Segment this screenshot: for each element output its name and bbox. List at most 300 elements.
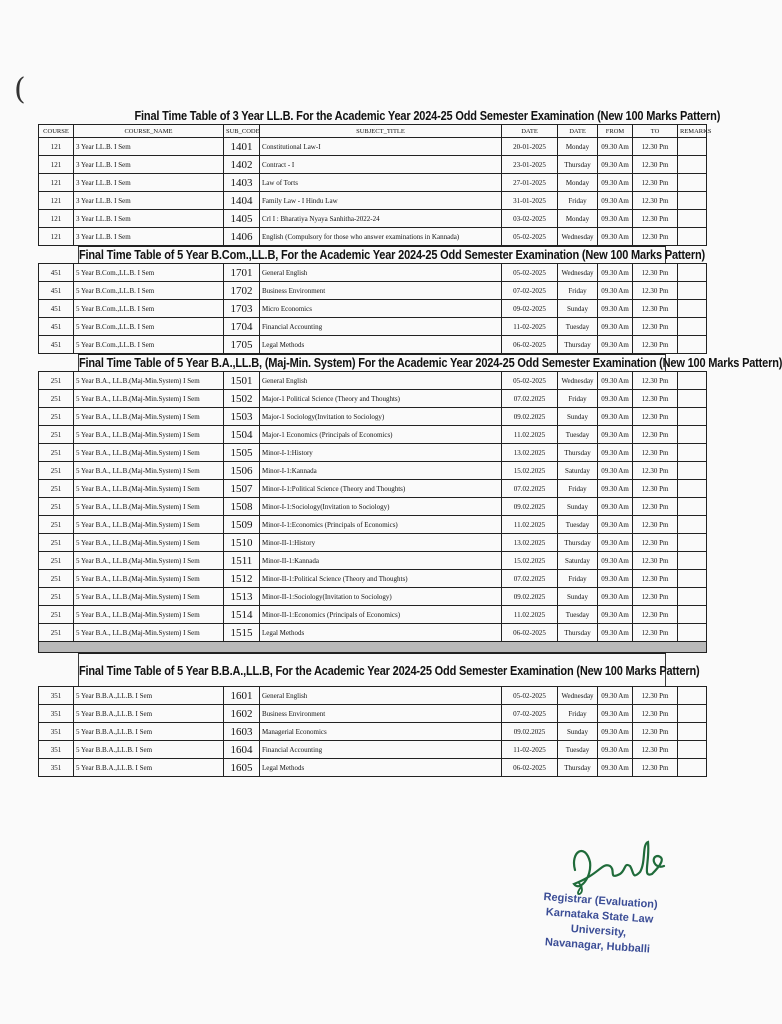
course-code: 451 <box>39 336 74 354</box>
course-name: 5 Year B.B.A.,LL.B. I Sem <box>74 741 224 759</box>
exam-date: 05-02-2025 <box>502 687 558 705</box>
remarks <box>678 390 707 408</box>
time-to: 12.30 Pm <box>633 570 678 588</box>
course-name: 5 Year B.A., LL.B.(Maj-Min.System) I Sem <box>74 408 224 426</box>
sub-code: 1510 <box>224 534 260 552</box>
exam-date: 07-02-2025 <box>502 282 558 300</box>
exam-date: 15.02.2025 <box>502 552 558 570</box>
table-row <box>39 156 707 174</box>
table-body <box>39 138 707 246</box>
subject-title: General English <box>260 687 502 705</box>
timetable-5yr-ba-llb <box>38 371 707 653</box>
subject-title: Contract - I <box>260 156 502 174</box>
header-row <box>39 125 707 138</box>
course-code: 251 <box>39 372 74 390</box>
exam-day: Tuesday <box>558 606 598 624</box>
sub-code: 1401 <box>224 138 260 156</box>
exam-date: 07.02.2025 <box>502 390 558 408</box>
remarks <box>678 174 707 192</box>
section-title: Final Time Table of 3 Year LL.B. For the Academic Year 2024-25 Odd Semester Examination (New 100 Marks Pattern) <box>134 109 721 123</box>
table-row <box>39 336 707 354</box>
course-code: 251 <box>39 516 74 534</box>
time-to: 12.30 Pm <box>633 408 678 426</box>
time-to: 12.30 Pm <box>633 426 678 444</box>
sub-code: 1506 <box>224 462 260 480</box>
table-row <box>39 759 707 777</box>
time-from: 09.30 Am <box>598 210 633 228</box>
table-row <box>39 372 707 390</box>
course-code: 351 <box>39 759 74 777</box>
exam-day: Friday <box>558 282 598 300</box>
remarks <box>678 606 707 624</box>
table-row <box>39 588 707 606</box>
course-code: 251 <box>39 498 74 516</box>
subject-title: Family Law - I Hindu Law <box>260 192 502 210</box>
time-to: 12.30 Pm <box>633 390 678 408</box>
time-to: 12.30 Pm <box>633 318 678 336</box>
remarks <box>678 318 707 336</box>
sub-code: 1514 <box>224 606 260 624</box>
time-to: 12.30 Pm <box>633 588 678 606</box>
subject-title: Minor-II-1:Political Science (Theory and Thoughts) <box>260 570 502 588</box>
exam-date: 07-02-2025 <box>502 705 558 723</box>
exam-day: Tuesday <box>558 318 598 336</box>
table-row <box>39 318 707 336</box>
course-code: 251 <box>39 534 74 552</box>
table-row <box>39 444 707 462</box>
exam-date: 07.02.2025 <box>502 570 558 588</box>
sub-code: 1505 <box>224 444 260 462</box>
sub-code: 1406 <box>224 228 260 246</box>
sub-code: 1705 <box>224 336 260 354</box>
remarks <box>678 156 707 174</box>
table-body <box>39 372 707 642</box>
course-name: 5 Year B.A., LL.B.(Maj-Min.System) I Sem <box>74 534 224 552</box>
exam-day: Friday <box>558 705 598 723</box>
exam-date: 11-02-2025 <box>502 741 558 759</box>
exam-date: 31-01-2025 <box>502 192 558 210</box>
remarks <box>678 534 707 552</box>
course-name: 5 Year B.A., LL.B.(Maj-Min.System) I Sem <box>74 390 224 408</box>
course-code: 251 <box>39 588 74 606</box>
time-to: 12.30 Pm <box>633 516 678 534</box>
exam-date: 07.02.2025 <box>502 480 558 498</box>
remarks <box>678 759 707 777</box>
exam-date: 23-01-2025 <box>502 156 558 174</box>
subject-title: Major-1 Political Science (Theory and Thoughts) <box>260 390 502 408</box>
table-row <box>39 723 707 741</box>
time-from: 09.30 Am <box>598 336 633 354</box>
exam-day: Thursday <box>558 336 598 354</box>
course-name: 5 Year B.A., LL.B.(Maj-Min.System) I Sem <box>74 498 224 516</box>
table-row <box>39 192 707 210</box>
course-name: 5 Year B.A., LL.B.(Maj-Min.System) I Sem <box>74 588 224 606</box>
exam-date: 05-02-2025 <box>502 372 558 390</box>
sub-code: 1402 <box>224 156 260 174</box>
course-name: 5 Year B.B.A.,LL.B. I Sem <box>74 687 224 705</box>
time-from: 09.30 Am <box>598 300 633 318</box>
time-to: 12.30 Pm <box>633 300 678 318</box>
time-to: 12.30 Pm <box>633 282 678 300</box>
exam-day: Friday <box>558 390 598 408</box>
time-to: 12.30 Pm <box>633 462 678 480</box>
time-to: 12.30 Pm <box>633 156 678 174</box>
course-code: 251 <box>39 480 74 498</box>
time-from: 09.30 Am <box>598 498 633 516</box>
course-name: 5 Year B.B.A.,LL.B. I Sem <box>74 705 224 723</box>
subject-title: Financial Accounting <box>260 318 502 336</box>
time-to: 12.30 Pm <box>633 444 678 462</box>
exam-date: 03-02-2025 <box>502 210 558 228</box>
subject-title: Financial Accounting <box>260 741 502 759</box>
time-to: 12.30 Pm <box>633 480 678 498</box>
course-name: 5 Year B.A., LL.B.(Maj-Min.System) I Sem <box>74 462 224 480</box>
table-row <box>39 264 707 282</box>
exam-date: 09.02.2025 <box>502 588 558 606</box>
course-name: 5 Year B.Com.,LL.B. I Sem <box>74 282 224 300</box>
remarks <box>678 444 707 462</box>
course-name: 3 Year LL.B. I Sem <box>74 228 224 246</box>
sub-code: 1703 <box>224 300 260 318</box>
remarks <box>678 282 707 300</box>
subject-title: Minor-II-1:Kannada <box>260 552 502 570</box>
table-row <box>39 480 707 498</box>
exam-day: Saturday <box>558 462 598 480</box>
exam-day: Tuesday <box>558 516 598 534</box>
subject-title: Minor-I-1:History <box>260 444 502 462</box>
exam-day: Wednesday <box>558 687 598 705</box>
course-code: 121 <box>39 174 74 192</box>
exam-date: 11.02.2025 <box>502 516 558 534</box>
course-name: 5 Year B.A., LL.B.(Maj-Min.System) I Sem <box>74 552 224 570</box>
exam-day: Monday <box>558 210 598 228</box>
time-to: 12.30 Pm <box>633 723 678 741</box>
table-row <box>39 552 707 570</box>
remarks <box>678 498 707 516</box>
exam-date: 09-02-2025 <box>502 300 558 318</box>
course-name: 5 Year B.A., LL.B.(Maj-Min.System) I Sem <box>74 372 224 390</box>
exam-day: Tuesday <box>558 741 598 759</box>
time-from: 09.30 Am <box>598 534 633 552</box>
exam-day: Thursday <box>558 156 598 174</box>
course-name: 5 Year B.A., LL.B.(Maj-Min.System) I Sem <box>74 624 224 642</box>
table-row <box>39 390 707 408</box>
exam-date: 05-02-2025 <box>502 228 558 246</box>
margin-mark: ( <box>14 72 26 107</box>
sub-code: 1701 <box>224 264 260 282</box>
course-name: 3 Year LL.B. I Sem <box>74 174 224 192</box>
exam-day: Wednesday <box>558 228 598 246</box>
subject-title: Minor-I-1:Sociology(Invitation to Sociology) <box>260 498 502 516</box>
course-code: 351 <box>39 705 74 723</box>
exam-day: Monday <box>558 174 598 192</box>
signatory-block <box>522 889 676 959</box>
time-to: 12.30 Pm <box>633 759 678 777</box>
subject-title: Minor-I-1:Kannada <box>260 462 502 480</box>
exam-day: Friday <box>558 570 598 588</box>
exam-date: 11-02-2025 <box>502 318 558 336</box>
time-from: 09.30 Am <box>598 606 633 624</box>
exam-day: Wednesday <box>558 264 598 282</box>
course-code: 121 <box>39 210 74 228</box>
col-day: DATE <box>558 125 598 138</box>
sub-code: 1504 <box>224 426 260 444</box>
remarks <box>678 705 707 723</box>
course-name: 3 Year LL.B. I Sem <box>74 192 224 210</box>
course-name: 5 Year B.A., LL.B.(Maj-Min.System) I Sem <box>74 480 224 498</box>
separator-cell <box>39 642 707 653</box>
col-date: DATE <box>502 125 558 138</box>
subject-title: Minor-I-1:Political Science (Theory and Thoughts) <box>260 480 502 498</box>
sub-code: 1704 <box>224 318 260 336</box>
subject-title: Legal Methods <box>260 759 502 777</box>
course-name: 5 Year B.A., LL.B.(Maj-Min.System) I Sem <box>74 444 224 462</box>
sub-code: 1702 <box>224 282 260 300</box>
remarks <box>678 516 707 534</box>
time-from: 09.30 Am <box>598 156 633 174</box>
exam-date: 09.02.2025 <box>502 498 558 516</box>
time-from: 09.30 Am <box>598 516 633 534</box>
table-row <box>39 534 707 552</box>
subject-title: Minor-II-1:Sociology(Invitation to Sociology) <box>260 588 502 606</box>
course-name: 5 Year B.Com.,LL.B. I Sem <box>74 336 224 354</box>
course-code: 251 <box>39 570 74 588</box>
remarks <box>678 300 707 318</box>
subject-title: Legal Methods <box>260 336 502 354</box>
remarks <box>678 228 707 246</box>
table-row <box>39 228 707 246</box>
course-code: 251 <box>39 606 74 624</box>
time-to: 12.30 Pm <box>633 624 678 642</box>
sub-code: 1604 <box>224 741 260 759</box>
course-name: 5 Year B.B.A.,LL.B. I Sem <box>74 759 224 777</box>
sub-code: 1603 <box>224 723 260 741</box>
sub-code: 1509 <box>224 516 260 534</box>
timetable-5yr-bba-llb <box>38 686 707 777</box>
table-row <box>39 687 707 705</box>
course-code: 251 <box>39 444 74 462</box>
course-name: 5 Year B.B.A.,LL.B. I Sem <box>74 723 224 741</box>
sub-code: 1513 <box>224 588 260 606</box>
remarks <box>678 462 707 480</box>
table-row <box>39 300 707 318</box>
time-from: 09.30 Am <box>598 282 633 300</box>
timetable-5yr-bcom-llb <box>38 263 707 354</box>
sub-code: 1511 <box>224 552 260 570</box>
time-from: 09.30 Am <box>598 372 633 390</box>
time-to: 12.30 Pm <box>633 372 678 390</box>
course-code: 251 <box>39 462 74 480</box>
sub-code: 1512 <box>224 570 260 588</box>
exam-date: 13.02.2025 <box>502 534 558 552</box>
time-from: 09.30 Am <box>598 426 633 444</box>
time-from: 09.30 Am <box>598 588 633 606</box>
remarks <box>678 588 707 606</box>
exam-date: 13.02.2025 <box>502 444 558 462</box>
remarks <box>678 264 707 282</box>
time-to: 12.30 Pm <box>633 741 678 759</box>
section-title: Final Time Table of 5 Year B.A.,LL.B, (Maj-Min. System) For the Academic Year 2024-25 Odd Semester Examination (New 100 Marks Pattern) <box>78 356 782 370</box>
col-course-name: COURSE_NAME <box>74 125 224 138</box>
time-from: 09.30 Am <box>598 552 633 570</box>
subject-title: Crl I : Bharatiya Nyaya Sanhitha-2022-24 <box>260 210 502 228</box>
course-name: 5 Year B.Com.,LL.B. I Sem <box>74 300 224 318</box>
exam-day: Friday <box>558 480 598 498</box>
course-name: 5 Year B.Com.,LL.B. I Sem <box>74 318 224 336</box>
subject-title: General English <box>260 372 502 390</box>
subject-title: Minor-II-1:History <box>260 534 502 552</box>
subject-title: Law of Torts <box>260 174 502 192</box>
table-row <box>39 174 707 192</box>
time-from: 09.30 Am <box>598 174 633 192</box>
table-row <box>39 408 707 426</box>
course-code: 251 <box>39 426 74 444</box>
subject-title: English (Compulsory for those who answer examinations in Kannada) <box>260 228 502 246</box>
course-code: 451 <box>39 300 74 318</box>
subject-title: Legal Methods <box>260 624 502 642</box>
remarks <box>678 426 707 444</box>
sub-code: 1502 <box>224 390 260 408</box>
sub-code: 1507 <box>224 480 260 498</box>
course-name: 5 Year B.A., LL.B.(Maj-Min.System) I Sem <box>74 570 224 588</box>
col-from: FROM <box>598 125 633 138</box>
remarks <box>678 372 707 390</box>
exam-day: Tuesday <box>558 426 598 444</box>
sub-code: 1508 <box>224 498 260 516</box>
exam-day: Wednesday <box>558 372 598 390</box>
time-to: 12.30 Pm <box>633 336 678 354</box>
sub-code: 1602 <box>224 705 260 723</box>
sub-code: 1605 <box>224 759 260 777</box>
remarks <box>678 480 707 498</box>
remarks <box>678 741 707 759</box>
exam-date: 11.02.2025 <box>502 606 558 624</box>
time-from: 09.30 Am <box>598 138 633 156</box>
course-code: 351 <box>39 741 74 759</box>
col-subject-title: SUBJECT_TITLE <box>260 125 502 138</box>
signatory-title: Registrar (Evaluation) <box>543 891 659 912</box>
course-code: 351 <box>39 687 74 705</box>
time-from: 09.30 Am <box>598 723 633 741</box>
exam-date: 27-01-2025 <box>502 174 558 192</box>
table-row <box>39 462 707 480</box>
course-code: 451 <box>39 282 74 300</box>
course-name: 3 Year LL.B. I Sem <box>74 210 224 228</box>
course-code: 251 <box>39 552 74 570</box>
subject-title: Business Environment <box>260 282 502 300</box>
exam-day: Sunday <box>558 723 598 741</box>
time-to: 12.30 Pm <box>633 174 678 192</box>
exam-day: Thursday <box>558 624 598 642</box>
exam-date: 06-02-2025 <box>502 624 558 642</box>
time-from: 09.30 Am <box>598 192 633 210</box>
sub-code: 1405 <box>224 210 260 228</box>
exam-day: Monday <box>558 138 598 156</box>
remarks <box>678 624 707 642</box>
table-row <box>39 570 707 588</box>
course-code: 351 <box>39 723 74 741</box>
time-from: 09.30 Am <box>598 480 633 498</box>
time-from: 09.30 Am <box>598 705 633 723</box>
subject-title: General English <box>260 264 502 282</box>
course-code: 121 <box>39 192 74 210</box>
subject-title: Major-1 Economics (Principals of Economics) <box>260 426 502 444</box>
course-code: 251 <box>39 624 74 642</box>
course-name: 5 Year B.A., LL.B.(Maj-Min.System) I Sem <box>74 516 224 534</box>
remarks <box>678 192 707 210</box>
timetable-3yr-llb <box>38 124 712 246</box>
exam-date: 06-02-2025 <box>502 759 558 777</box>
sub-code: 1501 <box>224 372 260 390</box>
sub-code: 1503 <box>224 408 260 426</box>
time-to: 12.30 Pm <box>633 498 678 516</box>
course-code: 251 <box>39 408 74 426</box>
time-from: 09.30 Am <box>598 759 633 777</box>
time-from: 09.30 Am <box>598 687 633 705</box>
timetable-sheet <box>38 108 782 777</box>
exam-date: 05-02-2025 <box>502 264 558 282</box>
signatory-university: Karnataka State Law University, <box>545 906 654 939</box>
exam-date: 11.02.2025 <box>502 426 558 444</box>
subject-title: Managerial Economics <box>260 723 502 741</box>
time-from: 09.30 Am <box>598 444 633 462</box>
table-row <box>39 624 707 642</box>
exam-day: Saturday <box>558 552 598 570</box>
exam-day: Sunday <box>558 408 598 426</box>
course-code: 121 <box>39 156 74 174</box>
exam-date: 09.02.2025 <box>502 408 558 426</box>
exam-day: Sunday <box>558 300 598 318</box>
table-row <box>39 705 707 723</box>
time-to: 12.30 Pm <box>633 705 678 723</box>
remarks <box>678 570 707 588</box>
time-to: 12.30 Pm <box>633 228 678 246</box>
table-row <box>39 606 707 624</box>
table-body <box>39 264 707 354</box>
course-name: 5 Year B.Com.,LL.B. I Sem <box>74 264 224 282</box>
exam-day: Sunday <box>558 498 598 516</box>
exam-day: Thursday <box>558 759 598 777</box>
section-title: Final Time Table of 5 Year B.B.A.,LL.B, For the Academic Year 2024-25 Odd Semester Examination (New 100 Marks Pattern) <box>78 653 666 686</box>
exam-date: 09.02.2025 <box>502 723 558 741</box>
col-to: TO <box>633 125 678 138</box>
col-sub-code: SUB_CODE <box>224 125 260 138</box>
course-name: 3 Year LL.B. I Sem <box>74 156 224 174</box>
sub-code: 1515 <box>224 624 260 642</box>
time-to: 12.30 Pm <box>633 264 678 282</box>
col-course: COURSE <box>39 125 74 138</box>
time-to: 12.30 Pm <box>633 534 678 552</box>
table-row <box>39 741 707 759</box>
time-to: 12.30 Pm <box>633 210 678 228</box>
remarks <box>678 687 707 705</box>
exam-day: Thursday <box>558 444 598 462</box>
subject-title: Micro Economics <box>260 300 502 318</box>
time-from: 09.30 Am <box>598 228 633 246</box>
time-to: 12.30 Pm <box>633 687 678 705</box>
table-row <box>39 282 707 300</box>
course-name: 5 Year B.A., LL.B.(Maj-Min.System) I Sem <box>74 426 224 444</box>
exam-day: Thursday <box>558 534 598 552</box>
table-row <box>39 138 707 156</box>
course-code: 121 <box>39 228 74 246</box>
time-from: 09.30 Am <box>598 318 633 336</box>
exam-date: 15.02.2025 <box>502 462 558 480</box>
table-body <box>39 687 707 777</box>
time-from: 09.30 Am <box>598 462 633 480</box>
time-from: 09.30 Am <box>598 570 633 588</box>
subject-title: Minor-I-1:Economics (Principals of Economics) <box>260 516 502 534</box>
